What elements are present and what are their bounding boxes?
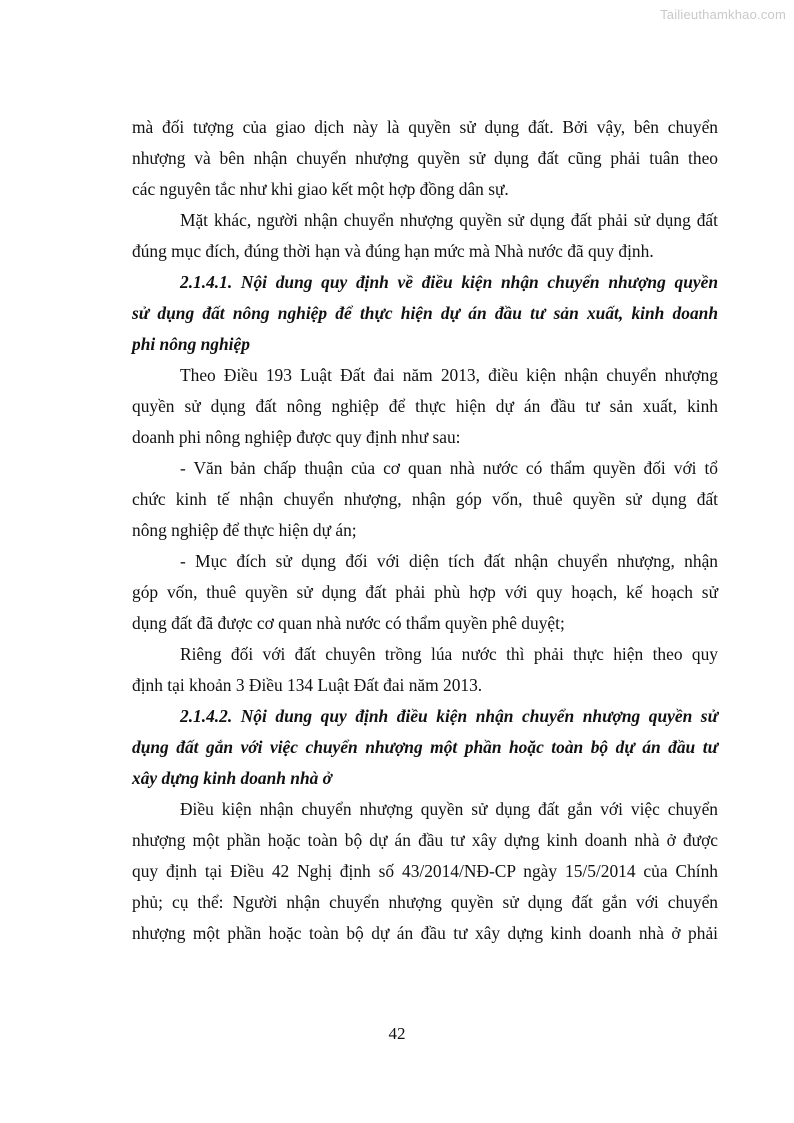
heading-line: sử dụng đất nông nghiệp để thực hiện dự án đầu tư sản xuất, kinh doanh	[132, 303, 718, 323]
heading-line: dụng đất gắn với việc chuyển nhượng một phần hoặc toàn bộ dự án đầu tư	[132, 737, 718, 757]
text-line: đúng mục đích, đúng thời hạn và đúng hạn mức mà Nhà nước đã quy định.	[132, 241, 654, 261]
section-heading-2-1-4-1	[132, 267, 718, 360]
list-item	[132, 546, 718, 639]
paragraph	[132, 205, 718, 267]
text-line: phủ; cụ thể: Người nhận chuyển nhượng quyền sử dụng đất gắn với chuyển	[132, 892, 718, 912]
watermark-text: Tailieuthamkhao.com	[660, 7, 786, 22]
text-line: Mặt khác, người nhận chuyển nhượng quyền sử dụng đất phải sử dụng đất	[180, 210, 718, 230]
list-item	[132, 453, 718, 546]
text-line: định tại khoản 3 Điều 134 Luật Đất đai năm 2013.	[132, 675, 483, 695]
text-line: dụng đất đã được cơ quan nhà nước có thẩm quyền phê duyệt;	[132, 613, 565, 633]
text-line: nhượng một phần hoặc toàn bộ dự án đầu tư xây dựng kinh doanh nhà ở được	[132, 830, 718, 850]
text-line: quyền sử dụng đất nông nghiệp để thực hiện dự án đầu tư sản xuất, kinh	[132, 396, 718, 416]
text-line: Riêng đối với đất chuyên trồng lúa nước thì phải thực hiện theo quy	[180, 644, 718, 664]
text-line: các nguyên tắc như khi giao kết một hợp đồng dân sự.	[132, 179, 509, 199]
page-number: 42	[388, 1024, 406, 1043]
text-line: nhượng và bên nhận chuyển nhượng quyền sử dụng đất cũng phải tuân theo	[132, 148, 718, 168]
text-line: góp vốn, thuê quyền sử dụng đất phải phù hợp với quy hoạch, kế hoạch sử	[132, 582, 718, 602]
text-line: Theo Điều 193 Luật Đất đai năm 2013, điều kiện nhận chuyển nhượng	[180, 365, 718, 385]
section-heading-2-1-4-2	[132, 701, 718, 794]
heading-line: xây dựng kinh doanh nhà ở	[132, 768, 333, 788]
heading-line: phi nông nghiệp	[132, 334, 250, 354]
text-line: doanh phi nông nghiệp được quy định như sau:	[132, 427, 461, 447]
document-body	[132, 112, 718, 949]
heading-line: 2.1.4.1. Nội dung quy định về điều kiện nhận chuyển nhượng quyền	[180, 272, 718, 292]
paragraph-continuation	[132, 112, 718, 205]
text-line: nhượng một phần hoặc toàn bộ dự án đầu tư xây dựng kinh doanh nhà ở phải	[132, 923, 718, 943]
heading-line: 2.1.4.2. Nội dung quy định điều kiện nhận chuyển nhượng quyền sử	[180, 706, 718, 726]
text-line: nông nghiệp để thực hiện dự án;	[132, 520, 357, 540]
paragraph	[132, 794, 718, 949]
text-line: quy định tại Điều 42 Nghị định số 43/2014/NĐ-CP ngày 15/5/2014 của Chính	[132, 861, 718, 881]
text-line: Điều kiện nhận chuyển nhượng quyền sử dụng đất gắn với việc chuyển	[180, 799, 718, 819]
text-line: - Văn bản chấp thuận của cơ quan nhà nước có thẩm quyền đối với tổ	[180, 458, 718, 478]
text-line: chức kinh tế nhận chuyển nhượng, nhận góp vốn, thuê quyền sử dụng đất	[132, 489, 718, 509]
paragraph	[132, 360, 718, 453]
paragraph	[132, 639, 718, 701]
text-line: - Mục đích sử dụng đối với diện tích đất nhận chuyển nhượng, nhận	[180, 551, 718, 571]
text-line: mà đối tượng của giao dịch này là quyền sử dụng đất. Bởi vậy, bên chuyển	[132, 117, 718, 137]
